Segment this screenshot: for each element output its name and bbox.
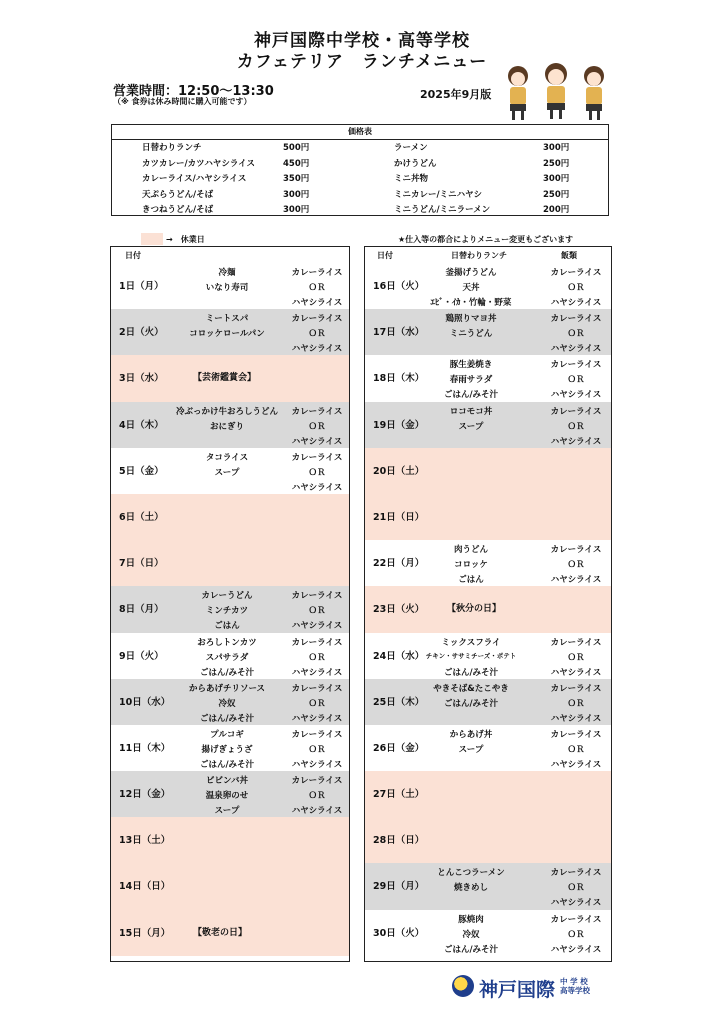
rice-option: ハヤシライス	[291, 482, 343, 493]
rice-option: カレーライス	[550, 729, 602, 740]
day-row	[111, 679, 349, 725]
rice-option: ＯＲ	[567, 560, 585, 571]
day-row	[365, 448, 611, 494]
column-header: 日付 日替わりランチ 飯類	[377, 251, 577, 260]
day-row	[111, 448, 349, 494]
price-item-price: 500円	[283, 143, 310, 153]
day-row	[111, 633, 349, 679]
rice-option: ＯＲ	[308, 652, 326, 663]
page-title: 神戸国際中学校・高等学校	[254, 31, 470, 51]
daily-lunch-item: 釜揚げうどん	[445, 268, 497, 278]
daily-lunch-item: ごはん/みそ汁	[199, 667, 255, 678]
day-row	[365, 586, 611, 632]
rice-option: カレーライス	[291, 268, 343, 278]
day-date: 5日（金）	[119, 465, 164, 477]
day-date: 12日（金）	[119, 789, 171, 801]
daily-lunch-item: 冷奴	[218, 698, 236, 709]
menu-change-notice: ★仕入等の都合によりメニュー変更もございます	[398, 235, 574, 244]
daily-lunch-item: 肉うどん	[453, 545, 488, 556]
price-table-heading: 価格表	[112, 125, 608, 140]
day-date: 21日（日）	[373, 511, 425, 523]
column-header: 日付	[125, 251, 141, 260]
day-row	[111, 540, 349, 586]
opening-hours: 営業時間：12:50〜13:30	[113, 84, 274, 99]
edition-label: 2025年9月版	[420, 88, 492, 101]
day-date: 14日（日）	[119, 881, 171, 893]
rice-option: ハヤシライス	[550, 298, 602, 308]
day-date: 26日（金）	[373, 742, 425, 754]
day-row	[365, 494, 611, 540]
rice-option: ハヤシライス	[291, 667, 343, 678]
price-item-price: 300円	[283, 189, 310, 200]
rice-option: ハヤシライス	[550, 713, 602, 724]
rice-option: ＯＲ	[308, 329, 326, 340]
page-subtitle: カフェテリア ランチメニュー	[236, 52, 488, 72]
rice-option: カレーライス	[550, 360, 602, 371]
rice-option: ハヤシライス	[291, 621, 343, 632]
daily-lunch-item: 天丼	[462, 283, 480, 293]
rice-option: ＯＲ	[567, 283, 585, 293]
rice-option: ハヤシライス	[291, 436, 343, 447]
daily-lunch-item: いなり寿司	[205, 283, 249, 293]
daily-lunch-item: ロコモコ丼	[449, 406, 493, 417]
day-date: 22日（月）	[373, 558, 425, 570]
rice-option: カレーライス	[291, 452, 343, 463]
daily-lunch-item: 温泉卵のせ	[205, 791, 249, 802]
rice-option: ＯＲ	[308, 421, 326, 432]
rice-option: ハヤシライス	[550, 759, 602, 770]
daily-lunch-item: ごはん/みそ汁	[443, 667, 499, 678]
day-row	[111, 817, 349, 863]
price-item-price: 300円	[543, 143, 570, 153]
day-row	[365, 402, 611, 448]
holiday-swatch	[141, 233, 163, 245]
rice-option: カレーライス	[291, 776, 343, 787]
school-emblem-icon	[452, 975, 474, 997]
price-item-name: 日替わりランチ	[142, 143, 202, 153]
day-row	[111, 863, 349, 909]
price-item-price: 450円	[283, 158, 310, 169]
rice-option: ＯＲ	[567, 421, 585, 432]
rice-option: カレーライス	[550, 683, 602, 694]
day-row	[365, 540, 611, 586]
daily-lunch-item: コロッケ	[454, 560, 488, 571]
day-date: 11日（木）	[119, 742, 171, 754]
day-row	[111, 309, 349, 355]
day-date: 16日（火）	[373, 281, 425, 292]
price-item-price: 250円	[543, 189, 570, 200]
daily-lunch-item: スープ	[458, 744, 484, 755]
calendar-right	[364, 246, 612, 962]
rice-option: ハヤシライス	[550, 575, 602, 586]
daily-lunch-item: スープ	[458, 421, 484, 432]
rice-option: ハヤシライス	[550, 944, 602, 955]
rice-option: ハヤシライス	[291, 759, 343, 770]
rice-option: カレーライス	[291, 406, 343, 417]
rice-option: ＯＲ	[308, 283, 326, 293]
price-item-name: ミニうどん/ミニラーメン	[394, 205, 491, 215]
daily-lunch-item: ミンチカツ	[205, 606, 249, 617]
daily-lunch-item: おろしトンカツ	[197, 637, 257, 648]
daily-lunch-item: 冷奴	[462, 929, 480, 940]
school-logo: 神戸国際 中 学 校 高等学校	[452, 973, 602, 1003]
day-date: 7日（日）	[119, 558, 164, 570]
rice-option: ハヤシライス	[550, 667, 602, 678]
day-date: 23日（火）	[373, 604, 425, 616]
day-row	[111, 771, 349, 817]
rice-option: ＯＲ	[567, 698, 585, 709]
day-row	[111, 494, 349, 540]
price-item-price: 350円	[283, 174, 310, 184]
daily-lunch-item: ごはん/みそ汁	[443, 944, 499, 955]
price-item-name: ミニカレー/ミニハヤシ	[394, 189, 483, 200]
day-date: 28日（日）	[373, 835, 425, 847]
day-row	[365, 771, 611, 817]
day-date: 20日（土）	[373, 465, 425, 477]
rice-option: ＯＲ	[308, 744, 326, 755]
daily-lunch-item: チキン・ササミチーズ・ポテト	[425, 651, 517, 660]
rice-option: カレーライス	[550, 545, 602, 556]
daily-lunch-item: ビビンバ丼	[206, 776, 248, 787]
day-date: 6日（土）	[119, 511, 164, 523]
price-item-price: 200円	[543, 205, 570, 215]
daily-lunch-item: 春雨サラダ	[449, 375, 493, 386]
hours-note: （※ 食券は休み時間に購入可能です）	[113, 97, 252, 106]
day-date: 25日（木）	[373, 696, 425, 708]
daily-lunch-item: 冷ぶっかけ牛おろしうどん	[175, 406, 278, 417]
day-row	[365, 309, 611, 355]
holiday-legend: → 休業日	[166, 235, 205, 244]
rice-option: ハヤシライス	[550, 390, 602, 401]
price-table	[111, 124, 609, 216]
rice-option: ＯＲ	[567, 375, 585, 386]
daily-lunch-item: スープ	[214, 806, 240, 817]
rice-option: ハヤシライス	[550, 436, 602, 447]
day-date: 1日（月）	[119, 281, 164, 292]
daily-lunch-item: プルコギ	[210, 729, 244, 740]
day-row	[365, 910, 611, 956]
daily-lunch-item: ｴﾋﾞ・ｲｶ・竹輪・野菜	[430, 298, 512, 308]
day-date: 2日（火）	[119, 327, 164, 339]
rice-option: ＯＲ	[567, 929, 585, 940]
daily-lunch-item: 冷麺	[218, 268, 236, 278]
daily-lunch-item: ごはん/みそ汁	[443, 698, 499, 709]
price-item-name: かけうどん	[394, 158, 437, 169]
rice-option: カレーライス	[550, 268, 602, 278]
rice-option: ハヤシライス	[291, 713, 343, 724]
daily-lunch-item: からあげチリソース	[188, 683, 266, 694]
daily-lunch-item: スープ	[214, 467, 240, 478]
daily-lunch-item: やきそば&たこやき	[433, 683, 509, 694]
daily-lunch-item: スパサラダ	[205, 652, 249, 663]
daily-lunch-item: タコライス	[205, 452, 249, 463]
rice-option: ＯＲ	[567, 329, 585, 340]
rice-option: カレーライス	[550, 314, 602, 325]
students-illustration	[500, 60, 612, 124]
day-date: 18日（木）	[373, 373, 425, 385]
day-date: 13日（土）	[119, 835, 171, 847]
rice-option: カレーライス	[550, 406, 602, 417]
rice-option: ハヤシライス	[550, 898, 602, 909]
day-row	[111, 910, 349, 956]
daily-lunch-item: ごはん/みそ汁	[199, 759, 255, 770]
rice-option: ＯＲ	[308, 606, 326, 617]
daily-lunch-item: ごはん/みそ汁	[199, 713, 255, 724]
rice-option: ハヤシライス	[291, 298, 343, 308]
daily-lunch-item: 豚生姜焼き	[449, 360, 493, 371]
rice-option: ハヤシライス	[550, 344, 602, 355]
rice-option: ＯＲ	[308, 698, 326, 709]
price-item-price: 300円	[543, 174, 570, 184]
price-item-name: 天ぷらうどん/そば	[142, 189, 214, 200]
holiday-event: 【敬老の日】	[193, 927, 248, 938]
day-row	[365, 863, 611, 909]
daily-lunch-item: ごはん	[214, 621, 240, 632]
day-row	[111, 725, 349, 771]
daily-lunch-item: 鶏照りマヨ丼	[445, 314, 497, 325]
day-row	[111, 586, 349, 632]
price-item-name: ラーメン	[394, 143, 428, 153]
rice-option: ＯＲ	[567, 744, 585, 755]
price-item-name: カレーライス/ハヤシライス	[142, 174, 247, 184]
price-item-name: きつねうどん/そば	[142, 205, 214, 215]
holiday-event: 【秋分の日】	[447, 604, 502, 615]
day-date: 9日（火）	[119, 650, 164, 662]
daily-lunch-item: カレーうどん	[201, 591, 253, 602]
rice-option: カレーライス	[291, 729, 343, 740]
daily-lunch-item: ごはん	[458, 575, 484, 586]
day-date: 24日（水）	[373, 650, 425, 662]
day-row	[365, 263, 611, 309]
price-item-name: カツカレー/カツハヤシライス	[142, 158, 256, 169]
rice-option: カレーライス	[291, 683, 343, 694]
daily-lunch-item: とんこつラーメン	[437, 868, 505, 879]
daily-lunch-item: 豚焼肉	[458, 914, 484, 925]
daily-lunch-item: ミートスパ	[205, 314, 249, 325]
day-row	[111, 263, 349, 309]
rice-option: ハヤシライス	[291, 806, 343, 817]
day-date: 15日（月）	[119, 927, 171, 939]
rice-option: ハヤシライス	[291, 344, 343, 355]
daily-lunch-item: からあげ丼	[449, 729, 493, 740]
rice-option: カレーライス	[291, 591, 343, 602]
day-row	[365, 355, 611, 401]
price-item-price: 300円	[283, 205, 310, 215]
day-date: 17日（水）	[373, 327, 425, 339]
day-row	[365, 633, 611, 679]
rice-option: カレーライス	[550, 868, 602, 879]
rice-option: ＯＲ	[308, 791, 326, 802]
daily-lunch-item: おにぎり	[209, 421, 244, 432]
rice-option: カレーライス	[291, 637, 343, 648]
day-date: 8日（月）	[119, 604, 164, 616]
price-item-price: 250円	[543, 158, 570, 169]
daily-lunch-item: 揚げぎょうざ	[201, 744, 253, 755]
day-date: 4日（木）	[119, 419, 164, 431]
holiday-event: 【芸術鑑賞会】	[193, 373, 257, 384]
rice-option: ＯＲ	[308, 467, 326, 478]
day-date: 30日（火）	[373, 927, 425, 939]
day-row	[111, 355, 349, 401]
day-date: 27日（土）	[373, 789, 425, 801]
day-date: 10日（水）	[119, 696, 171, 708]
calendar-left	[110, 246, 350, 962]
day-date: 29日（月）	[373, 881, 425, 893]
rice-option: カレーライス	[550, 637, 602, 648]
rice-option: カレーライス	[291, 314, 343, 325]
rice-option: ＯＲ	[567, 652, 585, 663]
daily-lunch-item: ごはん/みそ汁	[443, 390, 499, 401]
rice-option: カレーライス	[550, 914, 602, 925]
day-row	[365, 679, 611, 725]
day-row	[365, 725, 611, 771]
rice-option: ＯＲ	[567, 883, 585, 894]
day-date: 19日（金）	[373, 419, 425, 431]
day-row	[365, 817, 611, 863]
day-date: 3日（水）	[119, 373, 164, 385]
day-row	[111, 402, 349, 448]
daily-lunch-item: 焼きめし	[453, 883, 488, 894]
daily-lunch-item: ミックスフライ	[441, 637, 501, 648]
price-item-name: ミニ丼物	[394, 174, 429, 184]
daily-lunch-item: コロッケロールパン	[189, 329, 265, 340]
daily-lunch-item: ミニうどん	[449, 329, 493, 340]
